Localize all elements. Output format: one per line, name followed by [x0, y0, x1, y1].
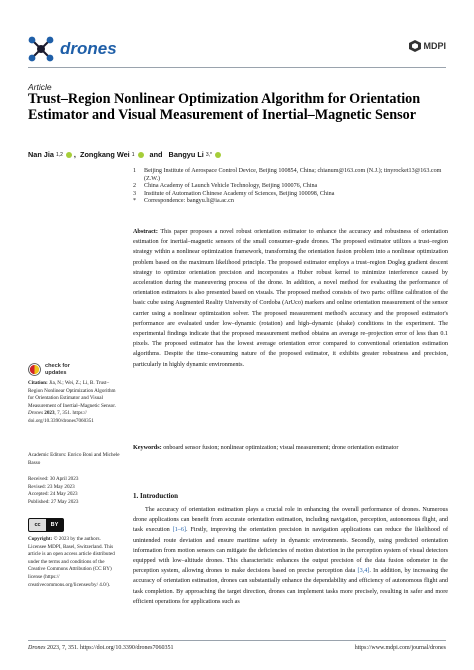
- check-updates-label: check for updates: [45, 363, 70, 376]
- header-divider: [28, 67, 446, 68]
- abstract-text: This paper proposes a novel robust orientation estimator to enhance the accuracy and robustness of orientation estimation for inertial–magnetic sensors of the small consumer–grade drones. The proposed estimator utilizes a trust–region strategy within a nonlinear optimization framework, transforming the orientation fusion problem into a nonlinear optimization problem based on the maximum likelihood principle. The proposed estimator employs a trust–region Dogleg gradient descent strategy to optimize orientation precision and incorporates a Huber robust kernel to minimize interference caused by acceleration during the maneuvering process of the drone. In addition, a novel method for evaluating the performance of orientation estimators is also presented based on visuals. The proposed method consists of two parts: offline calibration of the basic cube using Augmented Reality University of Cordoba (ArUco) markers and online orientation measurement of the sensor carrier using a nonlinear optimization solver. The proposed measurement method's accuracy and the proposed estimator's performance are evaluated under low–dynamic (rotation) and high–dynamic (shake) conditions in the experiment. The experimental findings indicate that the proposed measurement method obtains an average re–projection error of less than 0.1 pixels. The proposed estimator has the lowest average orientation error compared to conventional orientation estimation algorithms. Despite the time–consuming nature of the proposed estimator, it exhibits greater robustness and precision, particularly in highly dynamic environments.: [133, 229, 448, 368]
- author-name: Nan Jia: [28, 150, 54, 159]
- keywords: [133, 443, 448, 453]
- article-type: Article: [28, 82, 52, 92]
- keywords-label: Keywords:: [133, 445, 162, 451]
- citation-link[interactable]: [1–6]: [172, 527, 186, 534]
- author-name: Zongkang Wei: [79, 150, 130, 159]
- orcid-icon[interactable]: [138, 152, 144, 158]
- footer-journal-url[interactable]: https://www.mdpi.com/journal/drones: [354, 645, 446, 651]
- affiliation: 1 Beijing Institute of Aerospace Control Device, Beijing 100854, China; chianum@163.com (N.J.); tinyrocket13@163.com (Z.W.): [133, 168, 442, 182]
- by-icon: BY: [46, 519, 63, 531]
- abstract: [133, 227, 448, 370]
- journal-logo[interactable]: [28, 36, 117, 62]
- author-sup: 3,*: [205, 151, 212, 158]
- doi-link[interactable]: , 7, 351. https:// doi.org/10.3390/drones7060351: [28, 410, 94, 424]
- copyright-label: Copyright:: [28, 536, 53, 542]
- author-sup: 1: [131, 151, 135, 158]
- citation-block: Citation: Jia, N.; Wei, Z.; Li, B. Trust–Region Nonlinear Optimization Algorithm for Orientation Estimator and Visual Measurement of Inertial–Magnetic Sensor. Drones 2023, 7, 351. https:// doi.org/10.3390/drones7060351: [28, 380, 116, 424]
- correspondence: * Correspondence: bangyu.li@ia.ac.cn: [133, 198, 234, 205]
- journal-name: drones: [60, 39, 117, 58]
- article-dates: [28, 476, 120, 506]
- revised-date: Revised: 23 May 2023: [28, 483, 75, 490]
- cc-license-badge[interactable]: [28, 518, 64, 532]
- author-conj: and: [149, 150, 163, 159]
- keywords-text: onboard sensor fusion; nonlinear optimization; visual measurement; drone orientation estimator: [163, 445, 399, 451]
- citation-link[interactable]: [3,4]: [357, 568, 370, 575]
- abstract-label: Abstract:: [133, 229, 158, 235]
- orcid-icon[interactable]: [66, 152, 72, 158]
- footer-citation: Drones 2023, 7, 351. https://doi.org/10.3390/drones7060351: [28, 645, 174, 651]
- affiliation: 2 China Academy of Launch Vehicle Technology, Beijing 100076, China: [133, 183, 318, 190]
- citation-label: Citation:: [28, 380, 48, 386]
- check-for-updates-button[interactable]: [28, 363, 70, 376]
- section-heading: 1. Introduction: [133, 492, 178, 500]
- author-list: Nan Jia 1,2 , Zongkang Wei 1 and Bangyu Li 3,*: [28, 150, 221, 159]
- accepted-date: Accepted: 24 May 2023: [28, 491, 78, 498]
- publisher-name: MDPI: [423, 41, 446, 51]
- mdpi-logo-icon: [409, 40, 421, 52]
- publisher-logo[interactable]: [409, 40, 447, 52]
- academic-editors: Academic Editors: Enrico Boni and Michele Basso: [28, 452, 120, 466]
- drone-icon: [28, 36, 54, 62]
- cc-icon: cc: [34, 522, 41, 528]
- article-title: Trust–Region Nonlinear Optimization Algorithm for Orientation Estimator and Visual Measurement of Inertial–Magnetic Sensor: [28, 91, 421, 123]
- author-name: Bangyu Li: [168, 150, 204, 159]
- copyright-notice: Copyright: © 2023 by the authors. Licensee MDPI, Basel, Switzerland. This article is an open access article distributed under the terms and conditions of the Creative Commons Attribution (CC BY) license (https:// creativecommons.org/licenses/by/ 4.0/).: [28, 536, 115, 588]
- footer-divider: [28, 640, 446, 641]
- introduction-text: The accuracy of orientation estimation plays a crucial role in enhancing the overall performance of drones. Numerous drone applications can benefit from accurate orientation estimation, including navigation, perception, autonomous flight, and task execution [1–6]. Firstly, improving the orientation precision in navigation applications can reduce the likelihood of unintended route deviation and ensure maritime safety in dynamic environments. Secondly, using predicted orientation information from motion sensors can mitigate the deficiencies of motion distortion in the perception system of visual detectors equipped with low–altitude drones. This characteristic enhances the output precision of the data fusion odometer in the perception system, allowing drones to make decisions based on precise perception data [3,4]. In addition, by increasing the accuracy of orientation estimation, drones can substantially enhance the dependability and efficiency of autonomous flight and task completion. By approaching the target direction, drones can implement tasks more precisely, resulting in safer and more efficient operations for applications such as: [133, 507, 448, 605]
- check-updates-icon: [28, 363, 41, 376]
- affiliations: [133, 168, 453, 206]
- affiliation: 3 Institute of Automation Chinese Academy of Sciences, Beijing 100098, China: [133, 190, 335, 197]
- published-date: Published: 27 May 2023: [28, 498, 79, 505]
- received-date: Received: 30 April 2023: [28, 476, 79, 482]
- orcid-icon[interactable]: [215, 152, 221, 158]
- author-sup: 1,2: [55, 151, 63, 158]
